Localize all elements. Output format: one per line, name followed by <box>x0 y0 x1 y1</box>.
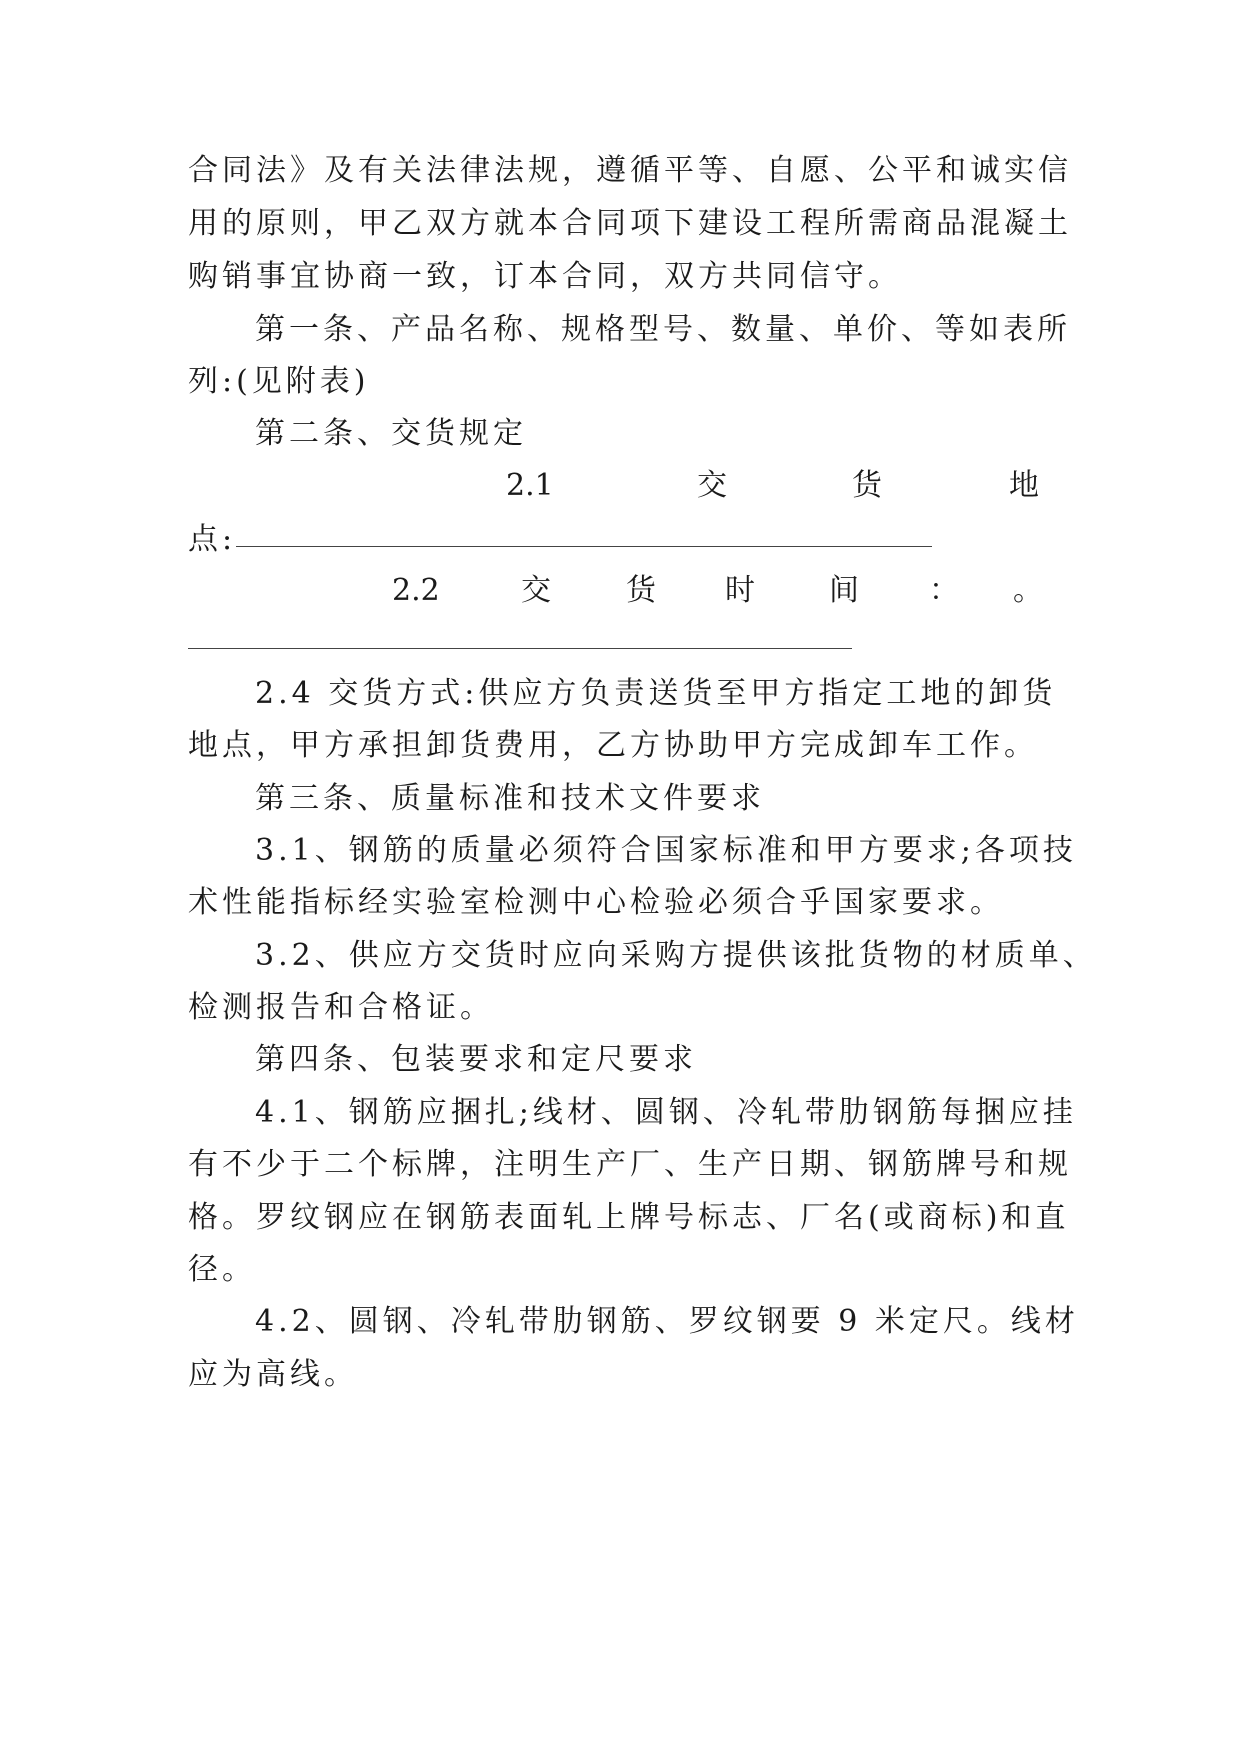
body-line: 有不少于二个标牌，注明生产厂、生产日期、钢筋牌号和规 <box>188 1147 1072 1182</box>
clause-number: 2.2 <box>392 573 440 608</box>
clause-3-1: 3.1、钢筋的质量必须符合国家标准和甲方要求;各项技 <box>255 833 1077 868</box>
spread-char: 货 <box>852 468 882 503</box>
body-line: 购销事宜协商一致，订本合同，双方共同信守。 <box>188 259 902 294</box>
clause-3-2: 3.2、供应方交货时应向采购方提供该批货物的材质单、 <box>255 938 1097 973</box>
body-line: 合同法》及有关法律法规，遵循平等、自愿、公平和诚实信 <box>188 153 1072 188</box>
spread-char: 交 <box>697 468 727 503</box>
spread-char: 。 <box>1013 573 1043 608</box>
spread-char: 间 <box>829 573 859 608</box>
spread-char: 交 <box>521 573 551 608</box>
body-line: 格。罗纹钢应在钢筋表面轧上牌号标志、厂名(或商标)和直 <box>188 1200 1070 1235</box>
spread-char: ： <box>929 573 959 608</box>
clause-number: 2.1 <box>506 468 554 503</box>
spread-char: 货 <box>626 573 656 608</box>
fill-in-blank-line <box>236 546 932 547</box>
clause-4-2: 4.2、圆钢、冷轧带肋钢筋、罗纹钢要 9 米定尺。线材 <box>255 1304 1079 1339</box>
body-line: 术性能指标经实验室检测中心检验必须合乎国家要求。 <box>188 885 1004 920</box>
body-line: 应为高线。 <box>188 1357 358 1392</box>
article-2-heading: 第二条、交货规定 <box>255 416 527 451</box>
article-1-heading: 第一条、产品名称、规格型号、数量、单价、等如表所 <box>255 312 1071 347</box>
fill-in-blank-line <box>188 648 852 649</box>
body-line: 径。 <box>188 1252 256 1287</box>
article-4-heading: 第四条、包装要求和定尺要求 <box>255 1042 697 1077</box>
article-3-heading: 第三条、质量标准和技术文件要求 <box>255 781 765 816</box>
clause-4-1: 4.1、钢筋应捆扎;线材、圆钢、冷轧带肋钢筋每捆应挂 <box>255 1095 1077 1130</box>
clause-2-4: 2.4 交货方式:供应方负责送货至甲方指定工地的卸货 <box>255 676 1057 711</box>
delivery-place-label: 点: <box>188 522 237 557</box>
body-line: 用的原则，甲乙双方就本合同项下建设工程所需商品混凝土 <box>188 206 1072 241</box>
body-line: 地点，甲方承担卸货费用，乙方协助甲方完成卸车工作。 <box>188 728 1038 763</box>
body-line: 列:(见附表) <box>188 364 370 399</box>
body-line: 检测报告和合格证。 <box>188 990 494 1025</box>
spread-char: 时 <box>725 573 755 608</box>
spread-char: 地 <box>1009 468 1039 503</box>
